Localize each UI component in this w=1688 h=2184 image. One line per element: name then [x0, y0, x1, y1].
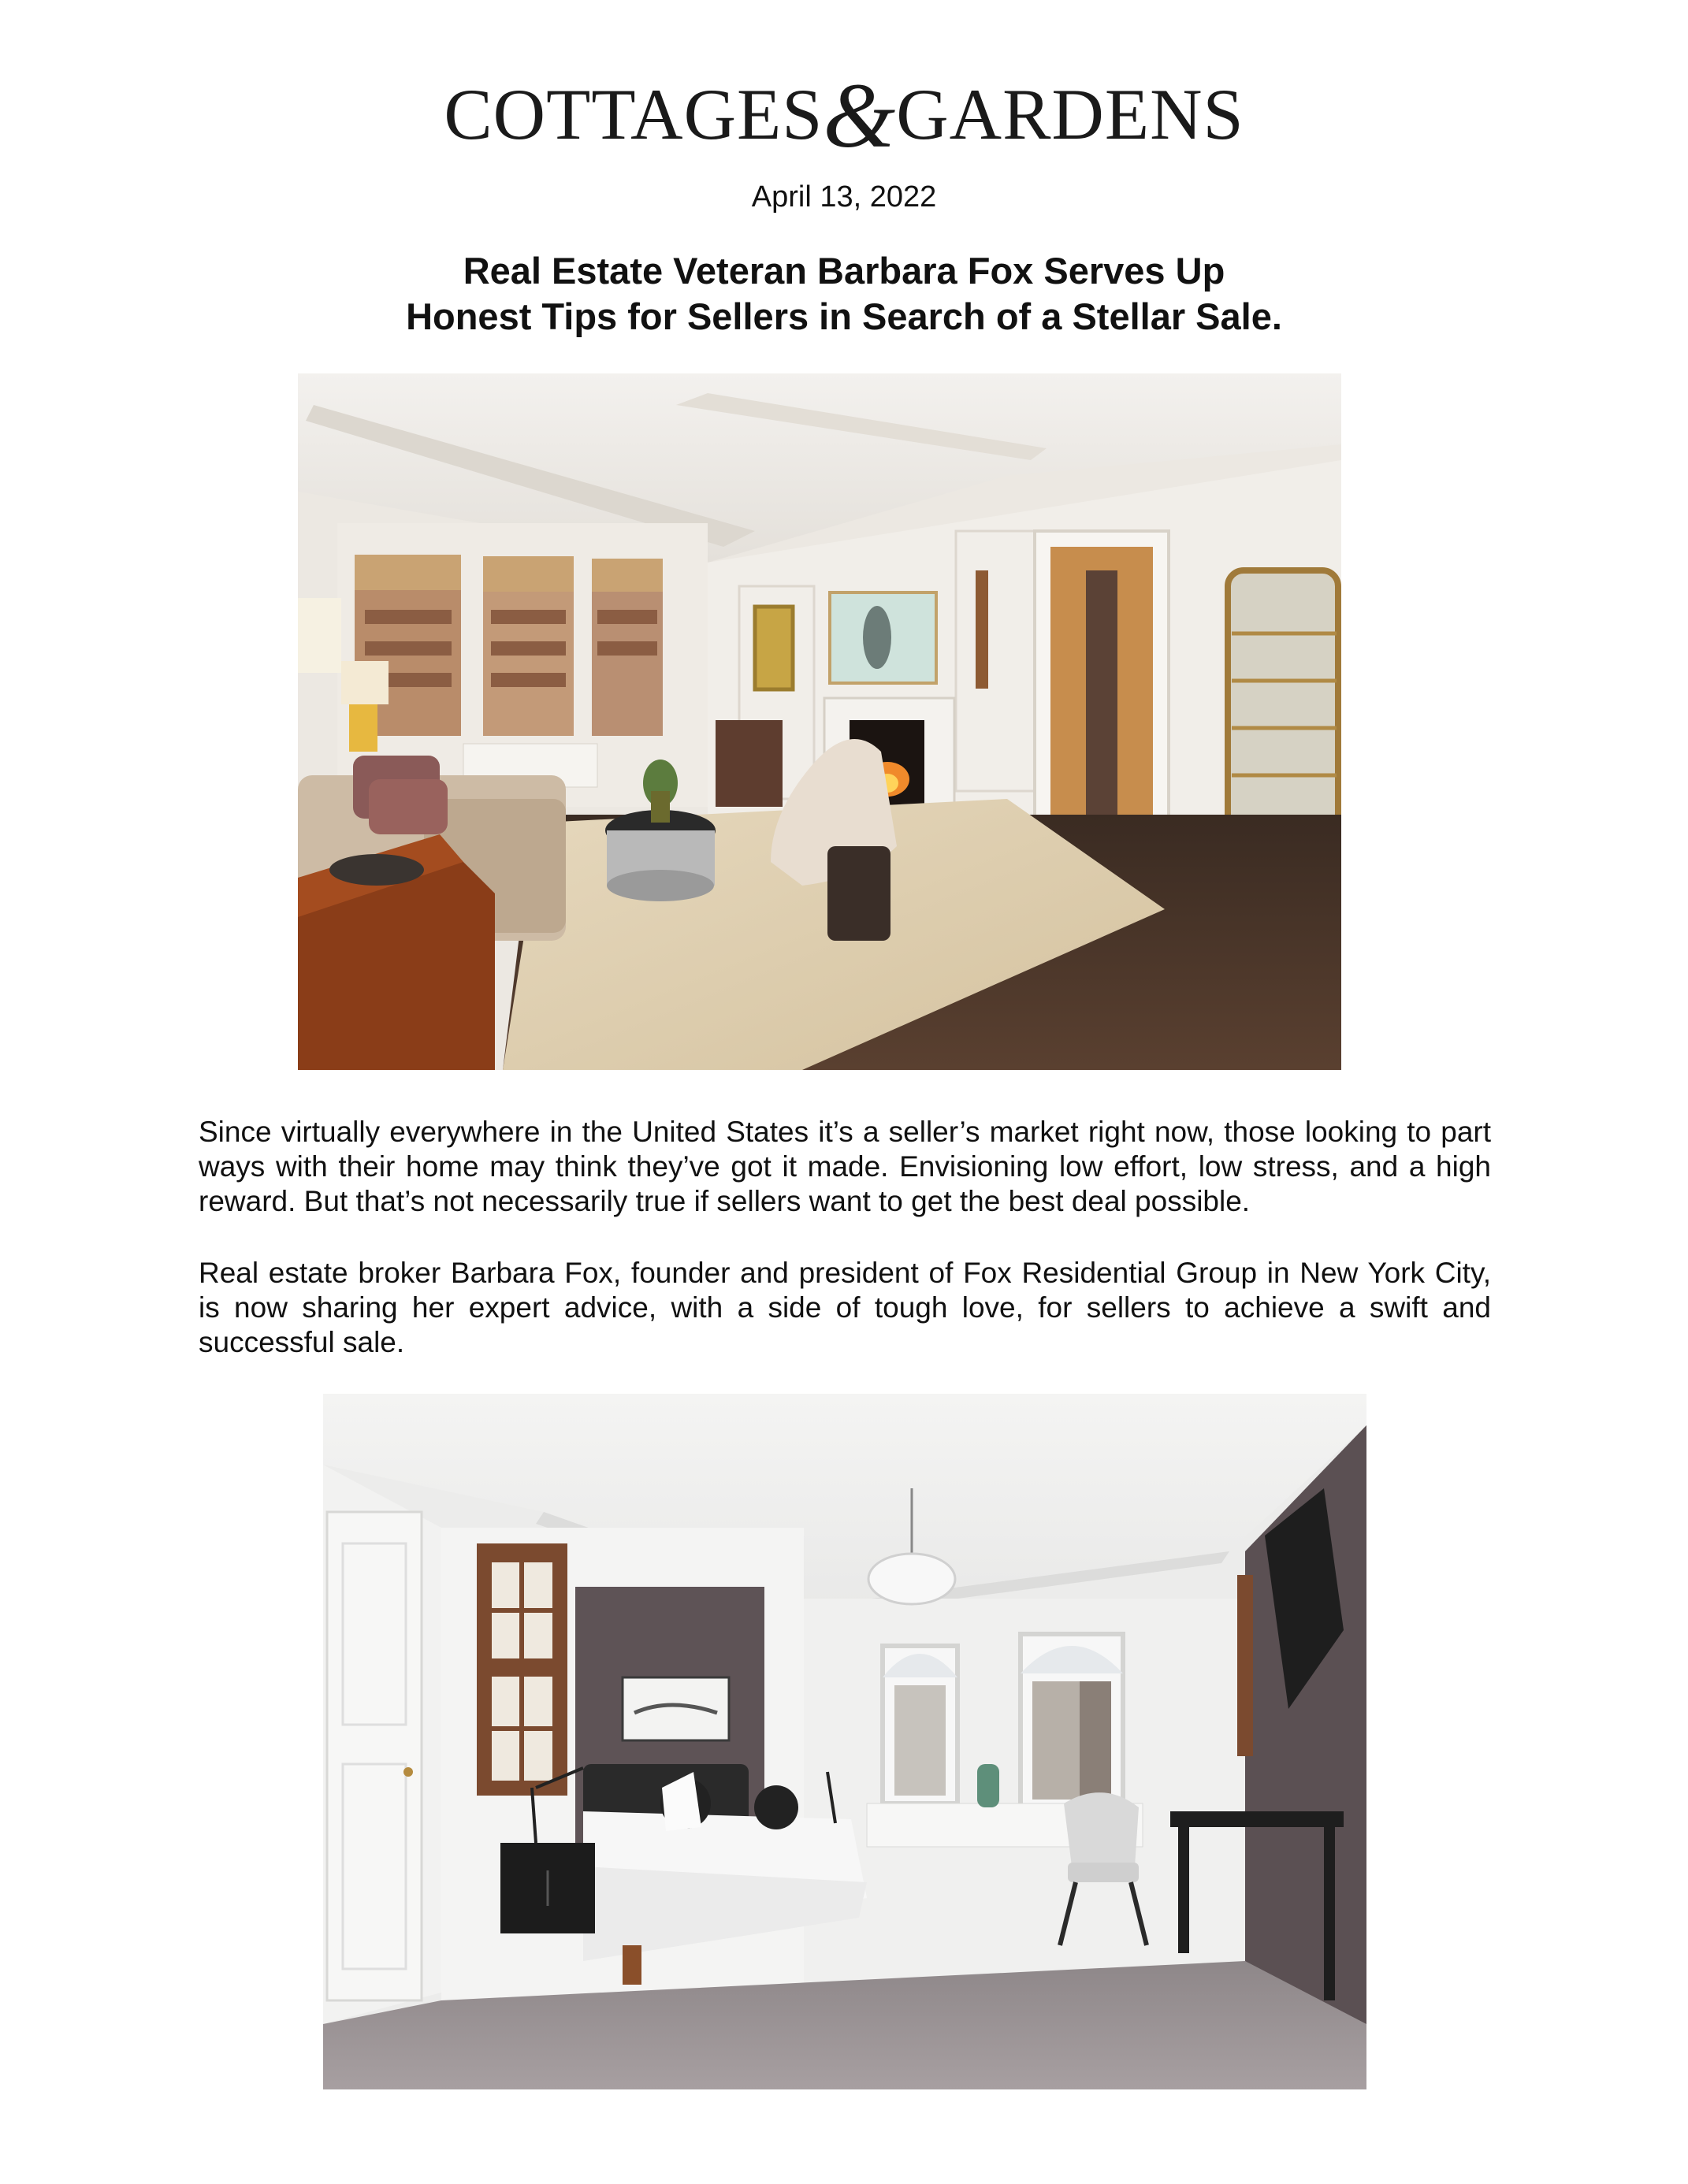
article-headline [158, 248, 1530, 340]
masthead-logo [0, 64, 1688, 167]
logo-ampersand: & [823, 64, 897, 167]
headline-line-1: Real Estate Veteran Barbara Fox Serves Up [463, 250, 1225, 292]
publication-date: April 13, 2022 [751, 180, 937, 214]
bedroom-photo [323, 1394, 1366, 2089]
headline-line-2: Honest Tips for Sellers in Search of a Stellar Sale. [406, 295, 1282, 337]
body-paragraph-1: Since virtually everywhere in the United States it’s a seller’s market right now, those looking to part ways with their home may think they’ve got it made. Envisioning low effort, low stress, and a high reward. But that’s not necessarily true if sellers want to get the best deal possible. [199, 1116, 1491, 1217]
logo-text-right: GARDENS [896, 74, 1244, 154]
living-room-photo [298, 373, 1341, 1070]
logo-text-left: COTTAGES [444, 74, 824, 154]
body-paragraph-2: Real estate broker Barbara Fox, founder and president of Fox Residential Group in New York City, is now sharing her expert advice, with a side of tough love, for sellers to achieve a swift and successful sale. [199, 1257, 1491, 1358]
